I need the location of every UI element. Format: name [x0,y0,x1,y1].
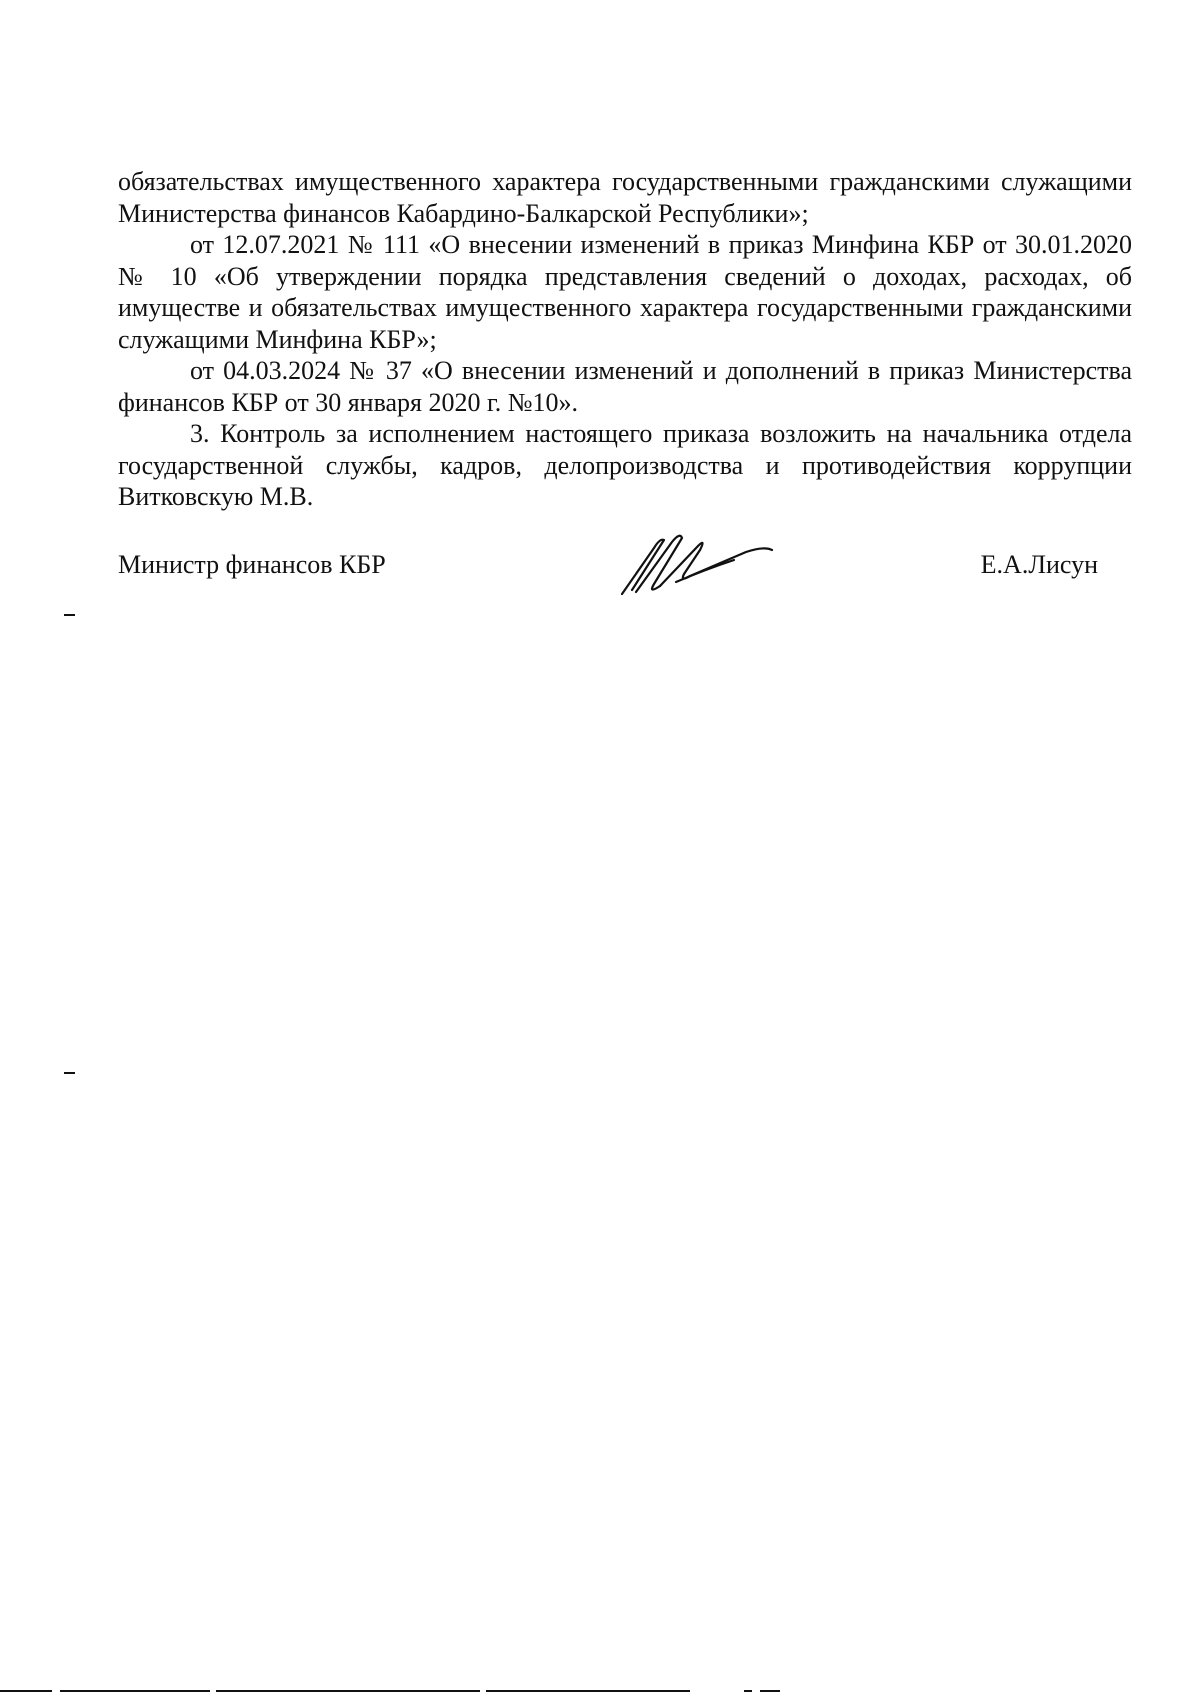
handwritten-signature-icon [614,524,784,604]
paragraph-control-clause: 3. Контроль за исполнением настоящего приказа возложить на начальника отдела государственной службы, кадров, делопроизводства и противодействия коррупции Витковскую М.В. [118,419,1132,511]
scan-edge-rule [0,1688,1200,1694]
margin-tick-icon [64,1072,75,1074]
paragraph-order-2024: от 04.03.2024 № 37 «О внесении изменений и дополнений в приказ Министерства финансов КБР от 30 января 2020 г. №10». [118,356,1132,417]
signature-block [118,546,1098,606]
margin-tick-icon [64,614,75,616]
paragraph-continuation: обязательствах имущественного характера государственными гражданскими служащими Министерства финансов Кабардино-Балкарской Республики»; [118,167,1132,228]
document-body [118,166,1132,513]
signatory-title: Министр финансов КБР [118,550,386,579]
paragraph-order-2021: от 12.07.2021 № 111 «О внесении изменений в приказ Минфина КБР от 30.01.2020 № 10 «Об утверждении порядка представления сведений о доходах, расходах, об имуществе и обязательствах имущественного характера государственными гражданскими служащими Минфина КБР»; [118,230,1132,354]
signatory-name: Е.А.Лисун [980,550,1098,579]
